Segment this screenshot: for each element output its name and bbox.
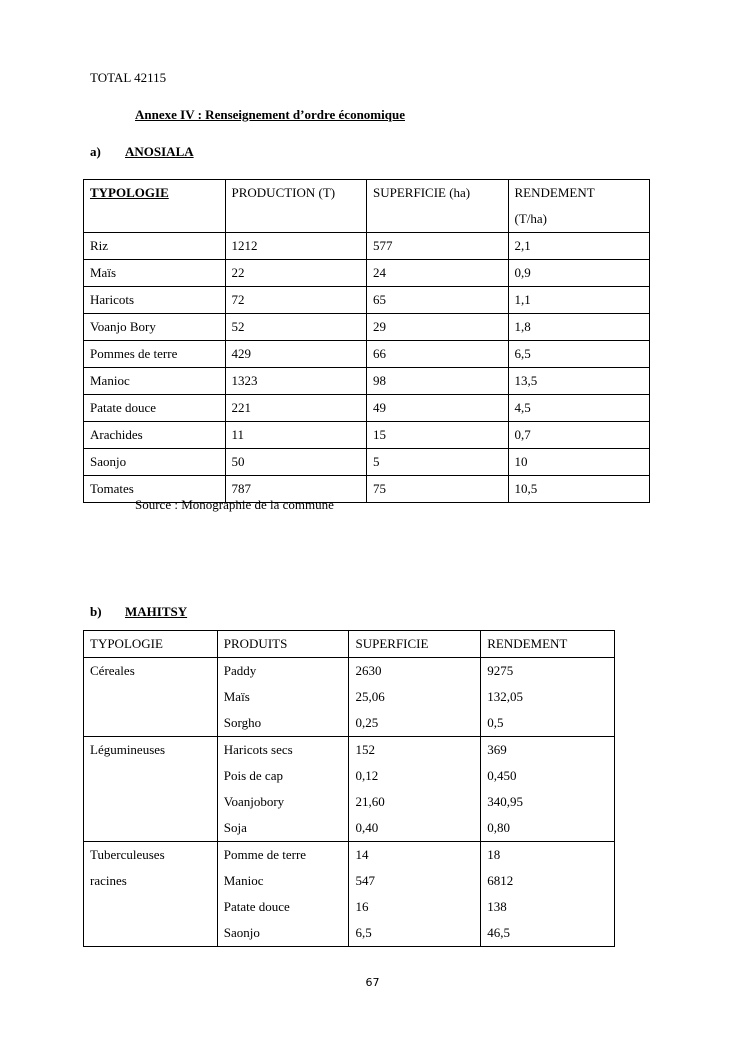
- group-cell-rendement: [481, 658, 615, 737]
- table-cell: 75: [367, 476, 509, 503]
- table-cell: 2,1: [508, 233, 650, 260]
- cell-line: Maïs: [223, 689, 250, 704]
- table-cell: 24: [367, 260, 509, 287]
- table-cell: 787: [225, 476, 367, 503]
- cell-line: Patate douce: [223, 899, 290, 914]
- cell-line: 340,95: [487, 794, 523, 809]
- cell-line: 547: [355, 873, 375, 888]
- table-cell: 5: [367, 449, 509, 476]
- cell-line: 16: [355, 899, 369, 914]
- cell-line: Pois de cap: [223, 768, 283, 783]
- cell-line: 0,5: [487, 715, 504, 730]
- table-cell: 0,7: [508, 422, 650, 449]
- source-note: Source : Monographie de la commune: [135, 497, 334, 512]
- cell-line: 14: [355, 847, 369, 862]
- table-cell: 1323: [225, 368, 367, 395]
- header-rendement: RENDEMENT: [481, 631, 615, 658]
- cell-line: 46,5: [487, 925, 510, 940]
- cell-line: 369: [487, 742, 507, 757]
- table-cell: 52: [225, 314, 367, 341]
- table-cell: 22: [225, 260, 367, 287]
- table-row: [84, 287, 650, 314]
- table-cell: Manioc: [84, 368, 226, 395]
- table-row: [84, 368, 650, 395]
- cell-line: Soja: [223, 820, 247, 835]
- table-row: [84, 658, 615, 737]
- header-production: PRODUCTION (T): [225, 180, 367, 233]
- table-header-row: [84, 631, 615, 658]
- group-cell-typology: [84, 842, 218, 947]
- group-cell-products: [217, 842, 349, 947]
- group-cell-products: [217, 658, 349, 737]
- group-cell-typology: [84, 658, 218, 737]
- table-cell: 65: [367, 287, 509, 314]
- cell-line: 6812: [487, 873, 514, 888]
- table-cell: 1,8: [508, 314, 650, 341]
- mahitsy-table: [83, 630, 615, 947]
- table-cell: 429: [225, 341, 367, 368]
- table-cell: 13,5: [508, 368, 650, 395]
- header-superficie: SUPERFICIE: [349, 631, 481, 658]
- table-row: [84, 260, 650, 287]
- header-typologie: TYPOLOGIE: [84, 631, 218, 658]
- table-cell: 6,5: [508, 341, 650, 368]
- section-a-name: ANOSIALA: [125, 144, 194, 159]
- cell-line: Pomme de terre: [223, 847, 307, 862]
- table-row: [84, 341, 650, 368]
- table-cell: 221: [225, 395, 367, 422]
- cell-line: 132,05: [487, 689, 523, 704]
- table-cell: 10: [508, 449, 650, 476]
- table-header-row: [84, 180, 650, 233]
- total-line: TOTAL 42115: [90, 70, 167, 85]
- table-cell: 98: [367, 368, 509, 395]
- table-cell: 72: [225, 287, 367, 314]
- cell-line: 0,40: [355, 820, 379, 835]
- cell-line: Céreales: [90, 663, 135, 678]
- table-cell: 50: [225, 449, 367, 476]
- cell-line: 18: [487, 847, 501, 862]
- header-superficie: SUPERFICIE (ha): [367, 180, 509, 233]
- group-cell-rendement: [481, 842, 615, 947]
- table-cell: 49: [367, 395, 509, 422]
- table-row: [84, 314, 650, 341]
- table-cell: 1,1: [508, 287, 650, 314]
- cell-line: 138: [487, 899, 507, 914]
- cell-line: Tuberculeuses: [90, 847, 165, 862]
- cell-line: 0,450: [487, 768, 517, 783]
- group-cell-products: [217, 737, 349, 842]
- group-cell-typology: [84, 737, 218, 842]
- group-cell-rendement: [481, 737, 615, 842]
- table-row: [84, 449, 650, 476]
- table-cell: 11: [225, 422, 367, 449]
- cell-line: Légumineuses: [90, 742, 166, 757]
- cell-line: 0,12: [355, 768, 379, 783]
- cell-line: Haricots secs: [223, 742, 293, 757]
- table-cell: Riz: [84, 233, 226, 260]
- table-cell: 10,5: [508, 476, 650, 503]
- cell-line: Sorgho: [223, 715, 262, 730]
- cell-line: Manioc: [223, 873, 264, 888]
- cell-line: 0,25: [355, 715, 379, 730]
- table-cell: 4,5: [508, 395, 650, 422]
- table-cell: 29: [367, 314, 509, 341]
- cell-line: Voanjobory: [223, 794, 285, 809]
- table-row: [84, 395, 650, 422]
- table-cell: Voanjo Bory: [84, 314, 226, 341]
- anosiala-table: [83, 179, 650, 503]
- header-rendement: RENDEMENT (T/ha): [508, 180, 650, 233]
- cell-line: Paddy: [223, 663, 257, 678]
- table-cell: Haricots: [84, 287, 226, 314]
- table-row: [84, 737, 615, 842]
- group-cell-superficie: [349, 658, 481, 737]
- cell-line: 6,5: [355, 925, 372, 940]
- section-a-letter: a): [90, 144, 101, 159]
- table-cell: Arachides: [84, 422, 226, 449]
- table-row: [84, 422, 650, 449]
- table-cell: Patate douce: [84, 395, 226, 422]
- table-row: [84, 842, 615, 947]
- table-cell: Pommes de terre: [84, 341, 226, 368]
- table-row: [84, 233, 650, 260]
- page-number: 67: [365, 976, 380, 989]
- cell-line: 152: [355, 742, 375, 757]
- cell-line: 21,60: [355, 794, 385, 809]
- section-b-letter: b): [90, 604, 102, 619]
- group-cell-superficie: [349, 737, 481, 842]
- table-cell: 0,9: [508, 260, 650, 287]
- header-typologie: TYPOLOGIE: [84, 180, 226, 233]
- table-cell: 577: [367, 233, 509, 260]
- group-cell-superficie: [349, 842, 481, 947]
- cell-line: 9275: [487, 663, 514, 678]
- cell-line: racines: [90, 873, 127, 888]
- table-cell: Maïs: [84, 260, 226, 287]
- annex-title: Annexe IV : Renseignement d’ordre économique: [135, 107, 405, 122]
- table-cell: 66: [367, 341, 509, 368]
- cell-line: Saonjo: [223, 925, 260, 940]
- cell-line: 25,06: [355, 689, 385, 704]
- table-cell: 15: [367, 422, 509, 449]
- header-produits: PRODUITS: [217, 631, 349, 658]
- cell-line: 2630: [355, 663, 382, 678]
- section-b-name: MAHITSY: [125, 604, 188, 619]
- table-cell: 1212: [225, 233, 367, 260]
- cell-line: 0,80: [487, 820, 510, 835]
- table-cell: Saonjo: [84, 449, 226, 476]
- table-cell: Tomates: [84, 476, 226, 503]
